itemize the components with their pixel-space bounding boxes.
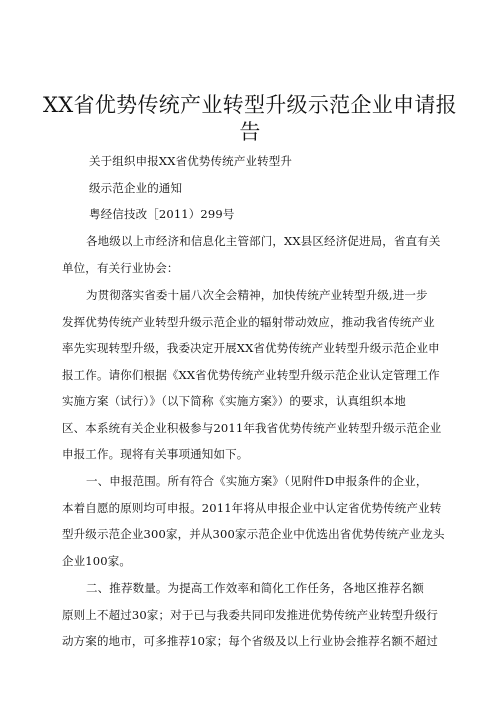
paragraph-line: 二、推荐数量。为提高工作效率和简化工作任务，各地区推荐名额 bbox=[86, 581, 424, 595]
paragraph-line: 各地级以上市经济和信息化主管部门，XX县区经济促进局，省直有关 bbox=[86, 234, 441, 248]
paragraph-line: 本着自愿的原则均可申报。2011年将从申报企业中认定省优势传统产业转 bbox=[62, 500, 442, 515]
paragraph-line: 报工作。请你们根据《XX省优势传统产业转型升级示范企业认定管理工作 bbox=[62, 367, 440, 382]
paragraph-line: 申报工作。现将有关事项通知如下。 bbox=[62, 447, 249, 461]
document-title bbox=[40, 92, 460, 146]
paragraph-line: 区、本系统有关企业积极参与2011年我省优势传统产业转型升级示范企业 bbox=[62, 420, 442, 435]
paragraph-line: 单位，有关行业协会： bbox=[62, 260, 179, 275]
paragraph-line: 一、申报范围。所有符合《实施方案》（见附件D申报条件的企业， bbox=[86, 474, 428, 488]
paragraph-line: 实施方案（试行）》（以下简称《实施方案》）的要求，认真组织本地 bbox=[62, 394, 406, 408]
paragraph-line: 型升级示范企业300家，并从300家示范企业中优选出省优势传统产业龙头 bbox=[62, 527, 445, 541]
paragraph-line: 为贯彻落实省委十届八次全会精神，加快传统产业转型升级,进一步 bbox=[86, 288, 428, 302]
paragraph-line: 率先实现转型升级，我委决定开展XX省优势传统产业转型升级示范企业申 bbox=[62, 341, 440, 355]
title-line-1: XX省优势传统产业转型升级示范企业申请报 bbox=[43, 93, 457, 117]
paragraph-line: 发挥优势传统产业转型升级示范企业的辐射带动效应，推动我省传统产业 bbox=[62, 314, 435, 329]
intro-paragraph bbox=[62, 282, 457, 468]
paragraph-line: 企业100家。 bbox=[62, 553, 131, 568]
addressee-paragraph bbox=[62, 228, 457, 281]
paragraph-line: 动方案的地市，可多推荐10家；每个省级及以上行业协会推荐名额不超过 bbox=[62, 634, 439, 648]
paragraph-line: 原则上不超过30家；对于已与我委共同印发推进优势传统产业转型升级行 bbox=[62, 607, 439, 622]
title-line-2: 告 bbox=[239, 120, 261, 144]
notice-subject-line-1: 关于组织申报XX省优势传统产业转型升 bbox=[89, 154, 293, 168]
document-number: 粤经信技改［2011）299号 bbox=[89, 207, 235, 221]
notice-header bbox=[89, 148, 481, 228]
scope-paragraph bbox=[62, 468, 457, 574]
notice-subject-line-2: 级示范企业的通知 bbox=[89, 180, 183, 195]
quota-paragraph bbox=[62, 575, 457, 655]
